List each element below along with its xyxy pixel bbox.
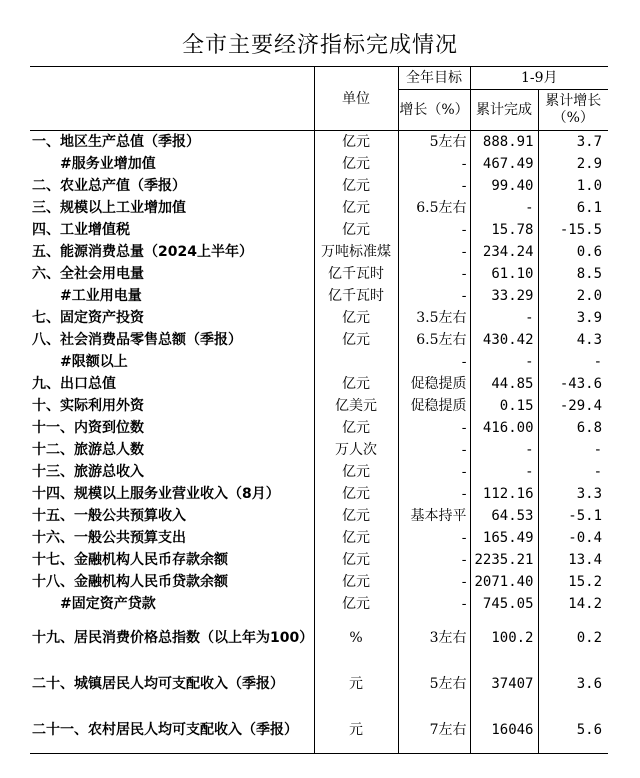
indicator-name: 八、社会消费品零售总额（季报）	[32, 332, 242, 348]
indicator-unit: 亿美元	[314, 395, 398, 417]
indicator-unit: 亿千瓦时	[314, 285, 398, 307]
annual-target-value: 促稳提质	[398, 395, 470, 417]
cumulative-growth-value: -15.5	[538, 219, 608, 241]
indicator-name: 十二、旅游总人数	[32, 442, 144, 458]
annual-target-value: 5左右	[398, 661, 470, 707]
indicator-name: 十七、金融机构人民币存款余额	[32, 552, 228, 568]
indicator-name: 一、地区生产总值（季报）	[32, 134, 200, 150]
indicator-unit: 元	[314, 661, 398, 707]
table-row	[30, 153, 608, 175]
cumulative-growth-value: 3.6	[538, 661, 608, 707]
annual-target-value: -	[398, 593, 470, 615]
indicator-unit: 亿元	[314, 373, 398, 395]
annual-target-value: -	[398, 153, 470, 175]
annual-target-value: -	[398, 571, 470, 593]
table-row	[30, 549, 608, 571]
table-row	[30, 373, 608, 395]
cumulative-growth-value: 13.4	[538, 549, 608, 571]
annual-target-value: -	[398, 527, 470, 549]
indicator-unit: 亿元	[314, 329, 398, 351]
indicator-name: 六、全社会用电量	[32, 266, 144, 282]
table-row	[30, 527, 608, 549]
table-row	[30, 483, 608, 505]
header-period: 1-9月	[470, 67, 608, 90]
annual-target-value: 促稳提质	[398, 373, 470, 395]
cumulative-value: 16046	[470, 707, 538, 754]
annual-target-value: 6.5左右	[398, 197, 470, 219]
cumulative-value: 100.2	[470, 615, 538, 661]
indicator-name: 十四、规模以上服务业营业收入（8月）	[32, 486, 280, 502]
table-row	[30, 285, 608, 307]
table-row	[30, 505, 608, 527]
cumulative-value: 112.16	[470, 483, 538, 505]
table-row	[30, 395, 608, 417]
table-row	[30, 615, 608, 661]
cumulative-value: 234.24	[470, 241, 538, 263]
cumulative-growth-value: 4.3	[538, 329, 608, 351]
annual-target-value: 3左右	[398, 615, 470, 661]
table-row	[30, 131, 608, 154]
indicator-unit: 亿元	[314, 593, 398, 615]
annual-target-value: -	[398, 219, 470, 241]
table-row	[30, 329, 608, 351]
table-row	[30, 241, 608, 263]
indicator-unit: 亿元	[314, 131, 398, 154]
cumulative-value: 15.78	[470, 219, 538, 241]
cumulative-value: 64.53	[470, 505, 538, 527]
indicator-unit: 元	[314, 707, 398, 754]
table-row	[30, 263, 608, 285]
cumulative-growth-value: 3.7	[538, 131, 608, 154]
cumulative-value: 888.91	[470, 131, 538, 154]
annual-target-value: -	[398, 241, 470, 263]
indicator-name: 二十一、农村居民人均可支配收入（季报）	[30, 707, 314, 754]
table-row	[30, 175, 608, 197]
header-cumulative: 累计完成	[470, 90, 538, 131]
cumulative-value: 99.40	[470, 175, 538, 197]
cumulative-value: -	[470, 197, 538, 219]
cumulative-growth-value: 2.9	[538, 153, 608, 175]
indicator-unit: 亿元	[314, 197, 398, 219]
cumulative-growth-value: 3.3	[538, 483, 608, 505]
cumulative-growth-value: 2.0	[538, 285, 608, 307]
cumulative-value: -	[470, 461, 538, 483]
cumulative-value: -	[470, 307, 538, 329]
indicator-name: 十一、内资到位数	[32, 420, 144, 436]
indicator-name: #限额以上	[60, 354, 128, 370]
cumulative-value: 430.42	[470, 329, 538, 351]
table-row	[30, 219, 608, 241]
indicator-name: 四、工业增值税	[32, 222, 130, 238]
cumulative-growth-value: -	[538, 439, 608, 461]
indicator-unit: 亿元	[314, 483, 398, 505]
header-cumulative-growth: 累计增长（%）	[538, 90, 608, 131]
cumulative-growth-value: -29.4	[538, 395, 608, 417]
annual-target-value: -	[398, 461, 470, 483]
cumulative-value: 44.85	[470, 373, 538, 395]
header-indicator-blank	[30, 67, 314, 131]
cumulative-value: 416.00	[470, 417, 538, 439]
indicator-unit: 亿元	[314, 417, 398, 439]
header-unit: 单位	[314, 67, 398, 131]
indicator-name: 九、出口总值	[32, 376, 116, 392]
cumulative-growth-value: -43.6	[538, 373, 608, 395]
annual-target-value: -	[398, 549, 470, 571]
annual-target-value: -	[398, 285, 470, 307]
indicator-name: #固定资产贷款	[60, 596, 156, 612]
indicator-name: 二十、城镇居民人均可支配收入（季报）	[32, 676, 284, 692]
indicator-name: 三、规模以上工业增加值	[32, 200, 186, 216]
annual-target-value: 7左右	[398, 707, 470, 754]
indicator-unit: 万人次	[314, 439, 398, 461]
cumulative-growth-value: 14.2	[538, 593, 608, 615]
indicator-name: 十、实际利用外资	[32, 398, 144, 414]
cumulative-growth-value: 3.9	[538, 307, 608, 329]
indicator-name: #工业用电量	[60, 288, 142, 304]
indicator-unit: 亿元	[314, 571, 398, 593]
cumulative-growth-value: 5.6	[538, 707, 608, 754]
table-row	[30, 707, 608, 754]
annual-target-value: -	[398, 351, 470, 373]
table-row	[30, 307, 608, 329]
table-row	[30, 571, 608, 593]
cumulative-growth-value: 6.8	[538, 417, 608, 439]
indicators-table	[30, 66, 608, 754]
table-body	[30, 131, 608, 754]
cumulative-growth-value: -	[538, 351, 608, 373]
cumulative-growth-value: 1.0	[538, 175, 608, 197]
annual-target-value: -	[398, 483, 470, 505]
annual-target-value: -	[398, 417, 470, 439]
indicator-name: 五、能源消费总量（2024上半年）	[32, 244, 253, 260]
indicator-unit: 万吨标准煤	[314, 241, 398, 263]
cumulative-growth-value: 0.6	[538, 241, 608, 263]
indicator-name: 十六、一般公共预算支出	[32, 530, 186, 546]
cumulative-value: 61.10	[470, 263, 538, 285]
table-row	[30, 661, 608, 707]
page-title: 全市主要经济指标完成情况	[181, 33, 458, 58]
indicator-name: #服务业增加值	[60, 156, 156, 172]
cumulative-value: 0.15	[470, 395, 538, 417]
indicator-name: 二、农业总产值（季报）	[32, 178, 186, 194]
cumulative-value: 33.29	[470, 285, 538, 307]
cumulative-value: 37407	[470, 661, 538, 707]
annual-target-value: -	[398, 439, 470, 461]
indicator-unit: 亿元	[314, 549, 398, 571]
indicator-name: 十五、一般公共预算收入	[32, 508, 186, 524]
table-row	[30, 461, 608, 483]
indicator-name: 十三、旅游总收入	[32, 464, 144, 480]
indicator-name: 十九、居民消费价格总指数（以上年为100）	[32, 630, 314, 646]
cumulative-value: 2235.21	[470, 549, 538, 571]
header-growth: 增长（%）	[398, 90, 470, 131]
cumulative-value: 165.49	[470, 527, 538, 549]
table-row	[30, 351, 608, 373]
indicator-unit: 亿千瓦时	[314, 263, 398, 285]
indicator-unit: 亿元	[314, 527, 398, 549]
indicator-name: 十八、金融机构人民币贷款余额	[32, 574, 228, 590]
table-row	[30, 593, 608, 615]
cumulative-value: -	[470, 351, 538, 373]
cumulative-growth-value: 15.2	[538, 571, 608, 593]
indicator-unit: 亿元	[314, 307, 398, 329]
annual-target-value: 3.5左右	[398, 307, 470, 329]
annual-target-value: 6.5左右	[398, 329, 470, 351]
cumulative-value: 2071.40	[470, 571, 538, 593]
cumulative-value: 467.49	[470, 153, 538, 175]
cumulative-growth-value: -0.4	[538, 527, 608, 549]
table-row	[30, 197, 608, 219]
cumulative-growth-value: 8.5	[538, 263, 608, 285]
indicator-unit: 亿元	[314, 461, 398, 483]
cumulative-growth-value: -	[538, 461, 608, 483]
indicator-name: 七、固定资产投资	[32, 310, 144, 326]
annual-target-value: -	[398, 263, 470, 285]
table-row	[30, 417, 608, 439]
cumulative-value: -	[470, 439, 538, 461]
cumulative-value: 745.05	[470, 593, 538, 615]
header-annual-target: 全年目标	[398, 67, 470, 90]
indicator-unit: 亿元	[314, 153, 398, 175]
indicator-unit: 亿元	[314, 505, 398, 527]
table-row	[30, 439, 608, 461]
cumulative-growth-value: -5.1	[538, 505, 608, 527]
indicator-unit: %	[314, 615, 398, 661]
cumulative-growth-value: 0.2	[538, 615, 608, 661]
annual-target-value: 基本持平	[398, 505, 470, 527]
annual-target-value: -	[398, 175, 470, 197]
indicator-unit: 亿元	[314, 175, 398, 197]
indicator-unit: 亿元	[314, 219, 398, 241]
annual-target-value: 5左右	[398, 131, 470, 154]
cumulative-growth-value: 6.1	[538, 197, 608, 219]
indicator-unit	[314, 351, 398, 373]
